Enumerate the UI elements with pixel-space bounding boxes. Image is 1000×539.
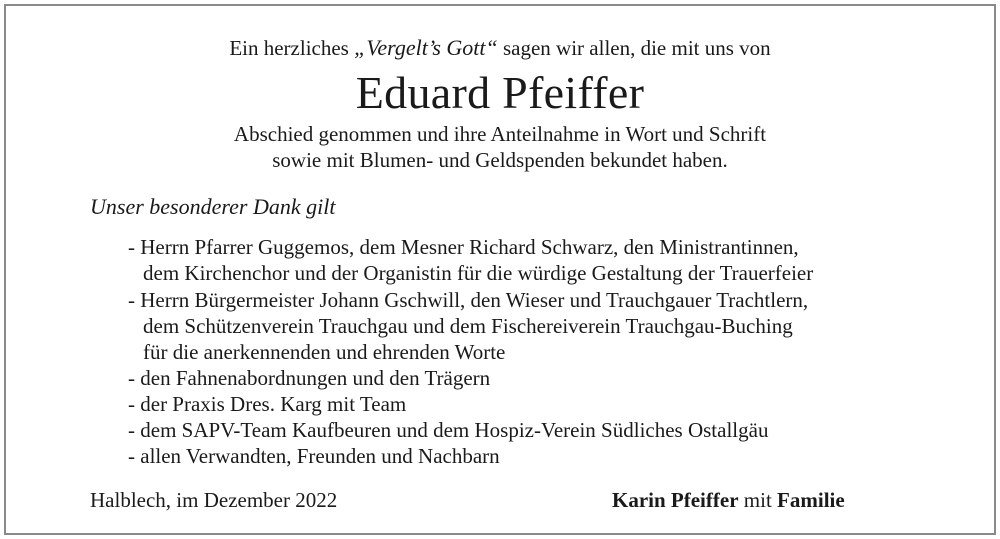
deceased-name: Eduard Pfeiffer: [355, 67, 645, 118]
thanks-line-4: dem Schützenverein Trauchgau und dem Fischereiverein Trauchgau-Buching: [143, 314, 793, 338]
subtitle-line-1: Abschied genommen und ihre Anteilnahme in Wort und Schrift: [233, 122, 767, 146]
intro-quote: „Vergelt’s Gott“: [354, 35, 498, 60]
thanks-line-5: für die anerkennenden und ehrenden Worte: [143, 340, 506, 364]
signer-name: Karin Pfeiffer: [612, 488, 739, 512]
thanks-line-8: - dem SAPV-Team Kaufbeuren und dem Hospiz-Verein Südliches Ostallgäu: [128, 418, 769, 442]
thanks-line-1: - Herrn Pfarrer Guggemos, dem Mesner Richard Schwarz, den Ministrantinnen,: [128, 235, 799, 259]
signer-connector: mit: [738, 488, 778, 512]
thanks-line-6: - den Fahnenabordnungen und den Trägern: [128, 366, 491, 390]
intro-before: Ein herzliches: [229, 36, 355, 60]
intro-line: [6, 35, 994, 61]
signature: [612, 488, 845, 513]
subtitle-line-2: sowie mit Blumen- und Geldspenden bekundet haben.: [272, 148, 728, 172]
thanks-line-7: - der Praxis Dres. Karg mit Team: [128, 392, 407, 416]
obituary-card: [4, 4, 996, 535]
intro-after: sagen wir allen, die mit uns von: [497, 36, 771, 60]
thanks-heading: Unser besonderer Dank gilt: [90, 194, 336, 219]
thanks-line-3: - Herrn Bürgermeister Johann Gschwill, den Wieser und Trauchgauer Trachtlern,: [128, 288, 809, 312]
signer-family: Familie: [777, 488, 845, 512]
place-date: Halblech, im Dezember 2022: [90, 488, 338, 512]
thanks-line-2: dem Kirchenchor und der Organistin für die würdige Gestaltung der Trauerfeier: [143, 261, 814, 285]
thanks-line-9: - allen Verwandten, Freunden und Nachbarn: [128, 444, 500, 468]
